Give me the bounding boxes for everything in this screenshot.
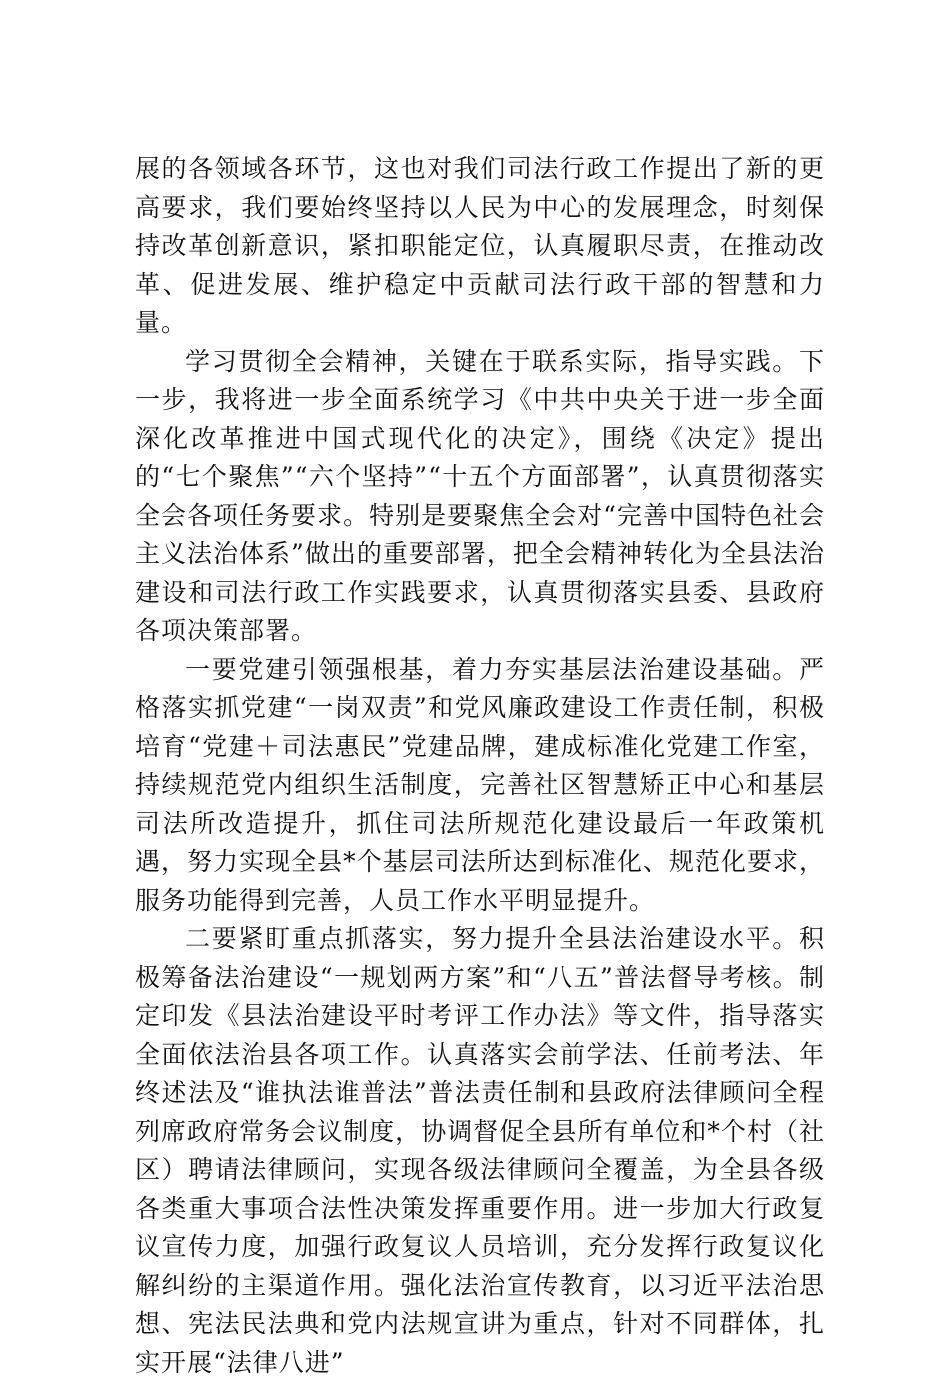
document-body [135,150,825,1382]
paragraph-rule-of-law: 二要紧盯重点抓落实，努力提升全县法治建设水平。积极筹备法治建设“一规划两方案”和“八五”普法督导考核。制定印发《县法治建设平时考评工作办法》等文件，指导落实全面依法治县各项工作。认真落实会前学法、任前考法、年终述法及“谁执法谁普法”普法责任制和县政府法律顾问全程列席政府常务会议制度，协调督促全县所有单位和*个村（社区）聘请法律顾问，实现各级法律顾问全覆盖，为全县各级各类重大事项合法性决策发挥重要作用。进一步加大行政复议宣传力度，加强行政复议人员培训，充分发挥行政复议化解纠纷的主渠道作用。强化法治宣传教育，以习近平法治思想、宪法民法典和党内法规宣讲为重点，针对不同群体，扎实开展“法律八进” [135,924,825,1377]
paragraph-party-building: 一要党建引领强根基，着力夯实基层法治建设基础。严格落实抓党建“一岗双责”和党风廉政建设工作责任制，积极培育“党建＋司法惠民”党建品牌，建成标准化党建工作室，持续规范党内组织生活制度，完善社区智慧矫正中心和基层司法所改造提升，抓住司法所规范化建设最后一年政策机遇，努力实现全县*个基层司法所达到标准化、规范化要求，服务功能得到完善，人员工作水平明显提升。 [135,654,825,915]
paragraph-study-plan: 学习贯彻全会精神，关键在于联系实际，指导实践。下一步，我将进一步全面系统学习《中共中央关于进一步全面深化改革推进中国式现代化的决定》，围绕《决定》提出的“七个聚焦”“六个坚持”“十五个方面部署”，认真贯彻落实全会各项任务要求。特别是要聚焦全会对“完善中国特色社会主义法治体系”做出的重要部署，把全会精神转化为全县法治建设和司法行政工作实践要求，认真贯彻落实县委、县政府各项决策部署。 [135,346,825,645]
paragraph-continuation: 展的各领域各环节，这也对我们司法行政工作提出了新的更高要求，我们要始终坚持以人民为中心的发展理念，时刻保持改革创新意识，紧扣职能定位，认真履职尽责，在推动改革、促进发展、维护稳定中贡献司法行政干部的智慧和力量。 [135,154,825,337]
